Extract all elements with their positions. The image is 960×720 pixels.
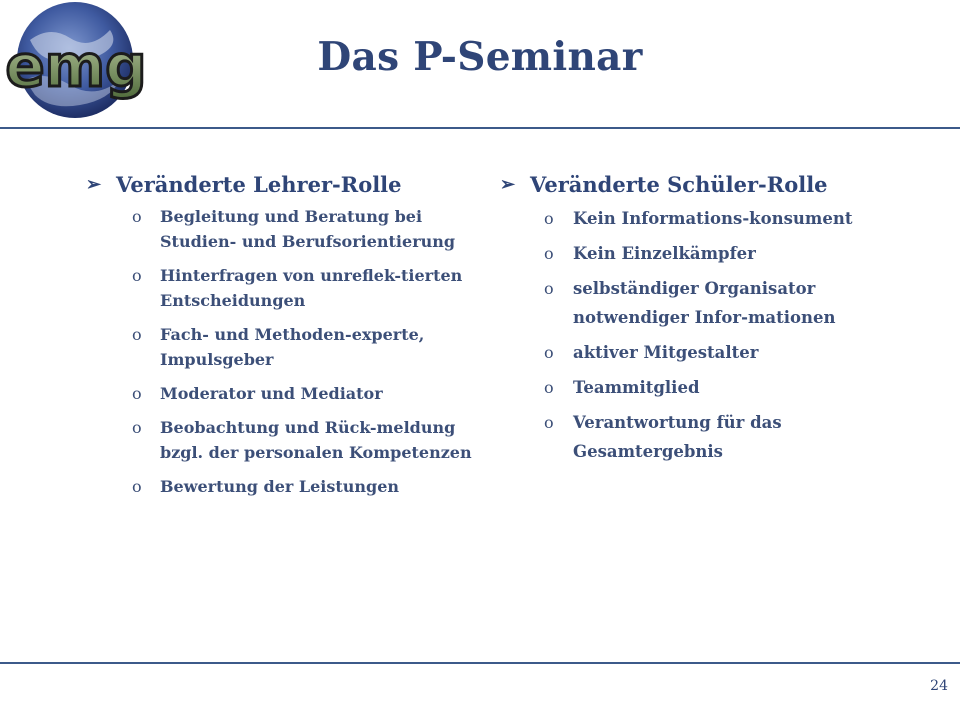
student-role-heading — [500, 170, 900, 200]
teacher-role-heading — [86, 170, 486, 200]
arrow-bullet-icon: ➢ — [86, 174, 102, 195]
student-role-list — [500, 204, 900, 466]
list-item: o Fach- und Methoden-experte, Impulsgeber — [86, 322, 486, 372]
teacher-role-list — [86, 204, 486, 499]
list-item: o Teammitglied — [500, 373, 900, 402]
list-item: o Bewertung der Leistungen — [86, 474, 486, 499]
circle-bullet-icon: o — [544, 343, 554, 362]
circle-bullet-icon: o — [544, 279, 554, 298]
list-item: o Kein Einzelkämpfer — [500, 239, 900, 268]
circle-bullet-icon: o — [132, 325, 142, 344]
student-role-column — [500, 170, 900, 472]
circle-bullet-icon: o — [132, 384, 142, 403]
arrow-bullet-icon: ➢ — [500, 174, 516, 195]
list-item: o Verantwortung für das Gesamtergebnis — [500, 408, 900, 466]
list-item: o selbständiger Organisator notwendiger Infor-mationen — [500, 274, 900, 332]
list-item: o Hinterfragen von unreflek-tierten Entscheidungen — [86, 263, 486, 313]
slide-title: Das P-Seminar — [317, 34, 643, 80]
teacher-role-column — [86, 170, 486, 508]
circle-bullet-icon: o — [132, 207, 142, 226]
circle-bullet-icon: o — [544, 209, 554, 228]
circle-bullet-icon: o — [544, 378, 554, 397]
student-role-heading-text: Veränderte Schüler-Rolle — [530, 172, 828, 197]
list-item: o Kein Informations-konsument — [500, 204, 900, 233]
list-item: o Begleitung und Beratung bei Studien- und Berufsorientierung — [86, 204, 486, 254]
logo-text: emg — [5, 32, 147, 100]
page-number: 24 — [930, 678, 948, 694]
teacher-role-heading-text: Veränderte Lehrer-Rolle — [116, 172, 402, 197]
bottom-divider — [0, 662, 960, 664]
circle-bullet-icon: o — [544, 413, 554, 432]
top-divider — [0, 127, 960, 129]
circle-bullet-icon: o — [132, 477, 142, 496]
list-item: o aktiver Mitgestalter — [500, 338, 900, 367]
list-item: o Beobachtung und Rück-meldung bzgl. der personalen Kompetenzen — [86, 415, 486, 465]
circle-bullet-icon: o — [132, 418, 142, 437]
circle-bullet-icon: o — [544, 244, 554, 263]
circle-bullet-icon: o — [132, 266, 142, 285]
list-item: o Moderator und Mediator — [86, 381, 486, 406]
